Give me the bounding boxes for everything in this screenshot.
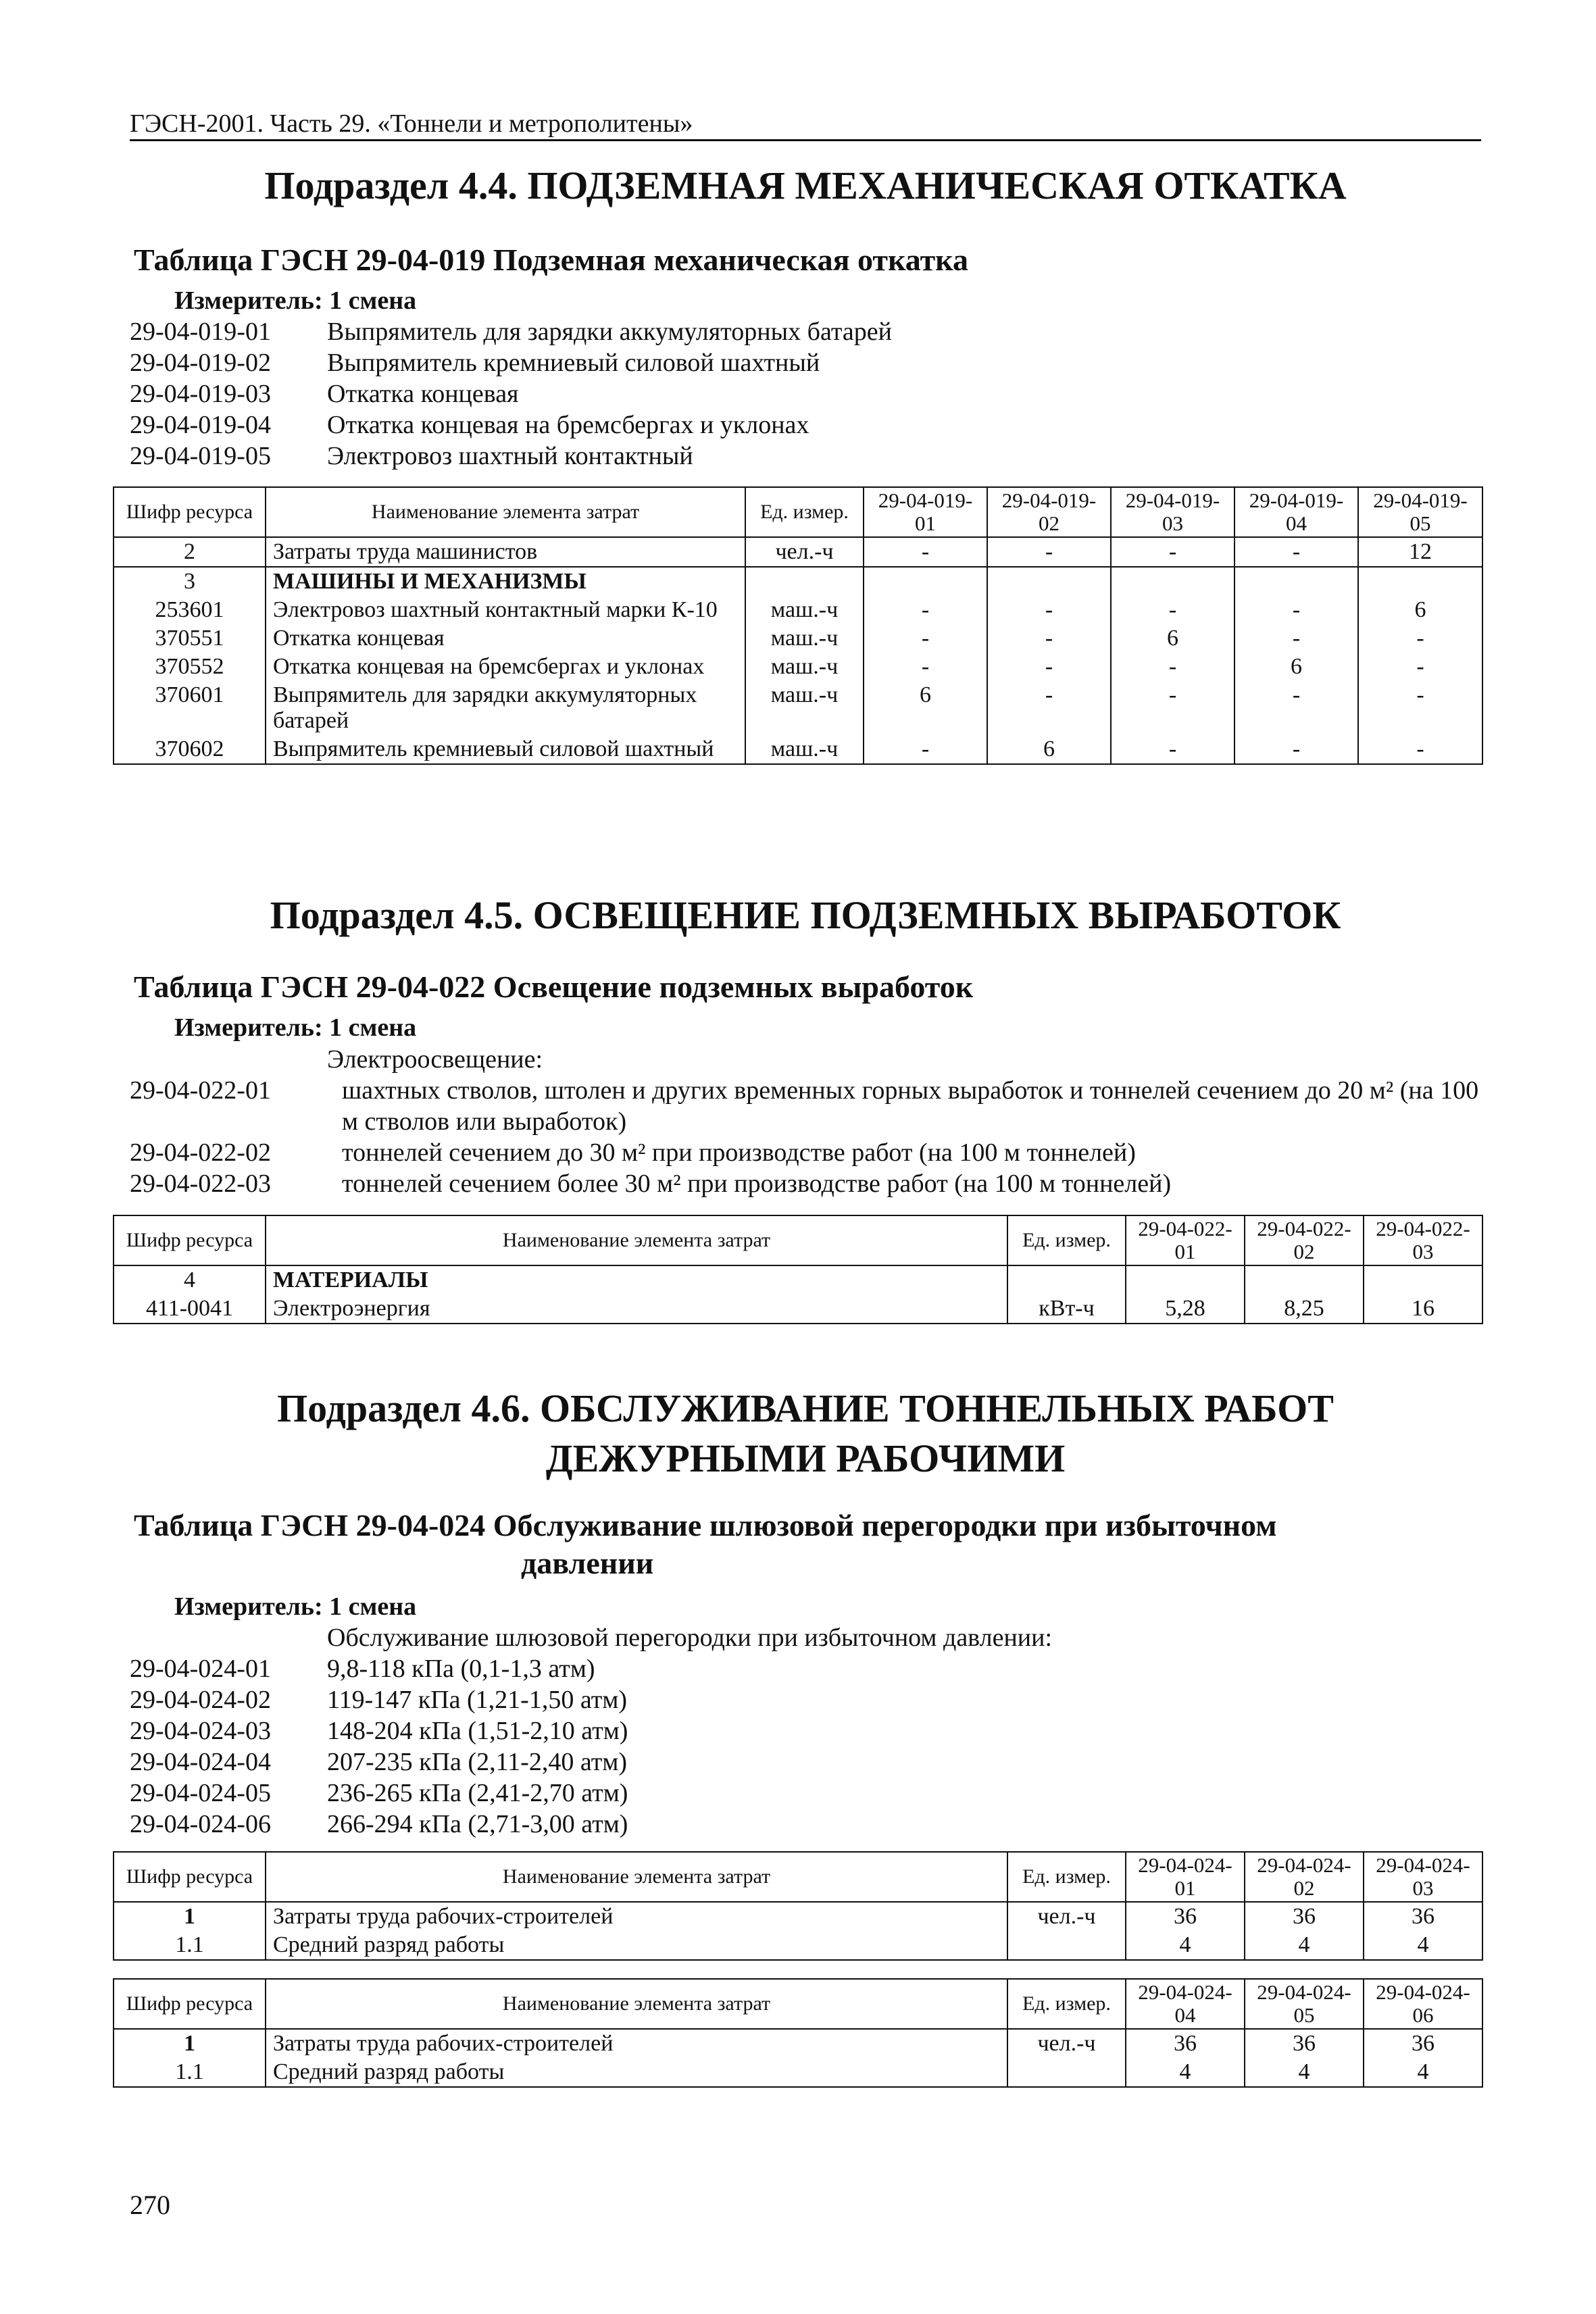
cell-value: 4 — [1364, 1931, 1482, 1960]
cell-name: Откатка концевая на бремсбергах и уклонах — [266, 653, 745, 681]
cell-value: 4 — [1126, 1931, 1245, 1960]
cell-value: - — [987, 596, 1111, 624]
table-header-row — [114, 1852, 1482, 1902]
cell-value — [1111, 567, 1235, 596]
cell-unit: чел.-ч — [745, 537, 864, 567]
col-header-code: Шифр ресурса — [114, 1215, 266, 1265]
norm-item — [130, 378, 1481, 409]
cell-name: Затраты труда рабочих-строителей — [266, 1902, 1007, 1931]
cell-value: 6 — [1235, 653, 1358, 681]
col-header-norm: 29-04-019-02 — [987, 487, 1111, 537]
table-row — [114, 567, 1482, 596]
cell-unit: маш.-ч — [745, 596, 864, 624]
norm-item — [130, 347, 1481, 378]
cell-code: 1 — [114, 1902, 266, 1931]
cell-value — [987, 567, 1111, 596]
cell-unit: маш.-ч — [745, 681, 864, 735]
meter-label: Измеритель: 1 смена — [174, 286, 417, 315]
cell-unit — [1007, 1265, 1126, 1294]
cell-unit: кВт-ч — [1007, 1294, 1126, 1324]
col-header-norm: 29-04-024-03 — [1364, 1852, 1482, 1902]
cell-value: - — [987, 624, 1111, 653]
section-title-4-4: Подраздел 4.4. ПОДЗЕМНАЯ МЕХАНИЧЕСКАЯ ОТКАТКА — [264, 164, 1347, 207]
col-header-name: Наименование элемента затрат — [266, 487, 745, 537]
cell-value: - — [987, 537, 1111, 567]
norm-item — [130, 1746, 1481, 1778]
cell-value: - — [1358, 735, 1482, 764]
col-header-code: Шифр ресурса — [114, 1852, 266, 1902]
cell-value: 6 — [864, 681, 987, 735]
cell-name: Откатка концевая — [266, 624, 745, 653]
norm-name: Откатка концевая — [327, 380, 519, 408]
header-rule — [130, 139, 1481, 141]
norm-item — [130, 1778, 1481, 1809]
resource-table-024-a — [113, 1851, 1483, 1961]
cell-value: 36 — [1126, 1902, 1245, 1931]
norm-name: тоннелей сечением до 30 м² при производстве работ (на 100 м тоннелей) — [342, 1138, 1136, 1167]
cell-code: 1.1 — [114, 1931, 266, 1960]
cell-code: 370601 — [114, 681, 266, 735]
cell-name: Средний разряд работы — [266, 2058, 1007, 2087]
cell-code: 370602 — [114, 735, 266, 764]
cell-value: - — [1235, 624, 1358, 653]
cell-value: - — [1111, 653, 1235, 681]
col-header-code: Шифр ресурса — [114, 1979, 266, 2029]
cell-code: 253601 — [114, 596, 266, 624]
table-header-row — [114, 1979, 1482, 2029]
cell-code: 4 — [114, 1265, 266, 1294]
col-header-unit: Ед. измер. — [1007, 1852, 1126, 1902]
norm-code: 29-04-024-04 — [130, 1748, 271, 1776]
norm-list-024 — [130, 1622, 1481, 1840]
col-header-name: Наименование элемента затрат — [266, 1852, 1007, 1902]
norm-name: шахтных стволов, штолен и других временных горных выработок и тоннелей сечением до 20 м² (на 100 м стволов или выработок) — [342, 1076, 1479, 1136]
col-header-norm: 29-04-019-04 — [1235, 487, 1358, 537]
table-row — [114, 537, 1482, 567]
section-title-4-5: Подраздел 4.5. ОСВЕЩЕНИЕ ПОДЗЕМНЫХ ВЫРАБОТОК — [270, 893, 1341, 937]
section-title-line: ДЕЖУРНЫМИ РАБОЧИМИ — [545, 1436, 1066, 1480]
cell-code: 411-0041 — [114, 1294, 266, 1324]
col-header-norm: 29-04-019-03 — [1111, 487, 1235, 537]
cell-value: - — [1235, 596, 1358, 624]
cell-value: - — [1358, 681, 1482, 735]
cell-value: 4 — [1126, 2058, 1245, 2087]
norm-code: 29-04-022-01 — [130, 1076, 271, 1105]
col-header-code: Шифр ресурса — [114, 487, 266, 537]
cell-value: 36 — [1245, 1902, 1364, 1931]
norm-name: тоннелей сечением более 30 м² при производстве работ (на 100 м тоннелей) — [342, 1169, 1172, 1198]
cell-code: 1.1 — [114, 2058, 266, 2087]
table-row — [114, 2058, 1482, 2087]
norm-item — [130, 1075, 1481, 1137]
cell-unit: маш.-ч — [745, 653, 864, 681]
table-row — [114, 1294, 1482, 1324]
cell-value: 5,28 — [1126, 1294, 1245, 1324]
col-header-norm: 29-04-022-03 — [1364, 1215, 1482, 1265]
cell-name: Затраты труда рабочих-строителей — [266, 2029, 1007, 2058]
meter-label: Измеритель: 1 смена — [174, 1592, 417, 1621]
col-header-unit: Ед. измер. — [1007, 1979, 1126, 2029]
col-header-unit: Ед. измер. — [1007, 1215, 1126, 1265]
norm-code: 29-04-024-02 — [130, 1686, 271, 1714]
cell-value: 6 — [1111, 624, 1235, 653]
col-header-name: Наименование элемента затрат — [266, 1215, 1007, 1265]
cell-code: 2 — [114, 537, 266, 567]
norm-code: 29-04-022-02 — [130, 1138, 271, 1167]
col-header-norm: 29-04-024-02 — [1245, 1852, 1364, 1902]
norm-code: 29-04-019-04 — [130, 411, 271, 439]
table-row — [114, 653, 1482, 681]
norm-item — [130, 316, 1481, 347]
col-header-norm: 29-04-019-01 — [864, 487, 987, 537]
norm-name: Откатка концевая на бремсбергах и уклонах — [327, 411, 809, 439]
cell-value: - — [864, 735, 987, 764]
cell-value: 36 — [1126, 2029, 1245, 2058]
norm-code: 29-04-024-06 — [130, 1810, 271, 1838]
cell-value: 4 — [1364, 2058, 1482, 2087]
norm-item — [130, 409, 1481, 441]
cell-name: МАШИНЫ И МЕХАНИЗМЫ — [266, 567, 745, 596]
cell-value: - — [864, 653, 987, 681]
cell-value: - — [1111, 537, 1235, 567]
cell-value: - — [864, 624, 987, 653]
norm-code: 29-04-019-03 — [130, 380, 271, 408]
resource-table-022 — [113, 1215, 1483, 1324]
norm-item — [130, 441, 1481, 472]
norm-name: 119-147 кПа (1,21-1,50 атм) — [327, 1686, 628, 1714]
table-row — [114, 624, 1482, 653]
norm-name: Электровоз шахтный контактный — [327, 442, 693, 470]
norm-item — [130, 1653, 1481, 1684]
table-row — [114, 735, 1482, 764]
cell-value: - — [1235, 681, 1358, 735]
norm-name: 236-265 кПа (2,41-2,70 атм) — [327, 1779, 628, 1807]
running-header: ГЭСН-2001. Часть 29. «Тоннели и метрополитены» — [130, 109, 693, 138]
norm-intro: Обслуживание шлюзовой перегородки при избыточном давлении: — [327, 1624, 1053, 1652]
cell-code: 3 — [114, 567, 266, 596]
cell-value: 16 — [1364, 1294, 1482, 1324]
table-header-row — [114, 487, 1482, 537]
norm-code: 29-04-024-05 — [130, 1779, 271, 1807]
cell-unit: маш.-ч — [745, 735, 864, 764]
cell-code: 370551 — [114, 624, 266, 653]
cell-value: - — [987, 681, 1111, 735]
norm-code: 29-04-024-03 — [130, 1717, 271, 1745]
cell-name: Средний разряд работы — [266, 1931, 1007, 1960]
cell-value — [1126, 1265, 1245, 1294]
cell-name: Электроэнергия — [266, 1294, 1007, 1324]
cell-name: Затраты труда машинистов — [266, 537, 745, 567]
cell-value: 12 — [1358, 537, 1482, 567]
cell-value — [1364, 1265, 1482, 1294]
table-row — [114, 681, 1482, 735]
page-number: 270 — [130, 2190, 170, 2220]
norm-code: 29-04-022-03 — [130, 1169, 271, 1198]
cell-value — [1358, 567, 1482, 596]
col-header-norm: 29-04-024-05 — [1245, 1979, 1364, 2029]
cell-value: 4 — [1245, 2058, 1364, 2087]
norm-name: Выпрямитель для зарядки аккумуляторных батарей — [327, 318, 892, 346]
cell-name: МАТЕРИАЛЫ — [266, 1265, 1007, 1294]
cell-name: Электровоз шахтный контактный марки К-10 — [266, 596, 745, 624]
table-row — [114, 1265, 1482, 1294]
table-row — [114, 1902, 1482, 1931]
cell-value — [864, 567, 987, 596]
section-title-4-6 — [130, 1384, 1481, 1484]
cell-value: - — [1111, 681, 1235, 735]
cell-unit — [1007, 2058, 1126, 2087]
norm-name: Выпрямитель кремниевый силовой шахтный — [327, 349, 820, 377]
meter-label: Измеритель: 1 смена — [174, 1013, 417, 1042]
cell-code: 1 — [114, 2029, 266, 2058]
norm-item — [130, 1715, 1481, 1746]
col-header-norm: 29-04-024-04 — [1126, 1979, 1245, 2029]
col-header-norm: 29-04-022-02 — [1245, 1215, 1364, 1265]
table-row — [114, 1931, 1482, 1960]
norm-code: 29-04-024-01 — [130, 1655, 271, 1683]
col-header-name: Наименование элемента затрат — [266, 1979, 1007, 2029]
col-header-unit: Ед. измер. — [745, 487, 864, 537]
norm-name: 207-235 кПа (2,11-2,40 атм) — [327, 1748, 628, 1776]
cell-unit: маш.-ч — [745, 624, 864, 653]
table-title-29-04-024 — [134, 1507, 1472, 1582]
cell-value: - — [864, 537, 987, 567]
norm-list-019 — [130, 316, 1481, 472]
cell-code: 370552 — [114, 653, 266, 681]
cell-name: Выпрямитель кремниевый силовой шахтный — [266, 735, 745, 764]
table-row — [114, 596, 1482, 624]
cell-value — [1245, 1265, 1364, 1294]
col-header-norm: 29-04-024-06 — [1364, 1979, 1482, 2029]
norm-item — [130, 1684, 1481, 1715]
cell-value — [1235, 567, 1358, 596]
cell-value: - — [1111, 596, 1235, 624]
table-title-line: Таблица ГЭСН 29-04-024 Обслуживание шлюзовой перегородки при избыточном — [134, 1508, 1277, 1542]
cell-unit: чел.-ч — [1007, 1902, 1126, 1931]
cell-value: 8,25 — [1245, 1294, 1364, 1324]
norm-name: 266-294 кПа (2,71-3,00 атм) — [327, 1810, 628, 1838]
cell-value: 36 — [1364, 1902, 1482, 1931]
norm-intro: Электроосвещение: — [327, 1045, 543, 1074]
cell-value: - — [1235, 735, 1358, 764]
table-header-row — [114, 1215, 1482, 1265]
norm-item — [130, 1137, 1481, 1168]
norm-name: 9,8-118 кПа (0,1-1,3 атм) — [327, 1655, 595, 1683]
cell-value: - — [1358, 624, 1482, 653]
cell-value: 36 — [1245, 2029, 1364, 2058]
cell-name: Выпрямитель для зарядки аккумуляторных батарей — [266, 681, 745, 735]
table-title-29-04-019: Таблица ГЭСН 29-04-019 Подземная механическая откатка — [134, 243, 968, 277]
cell-unit: чел.-ч — [1007, 2029, 1126, 2058]
cell-unit — [1007, 1931, 1126, 1960]
section-title-line: Подраздел 4.6. ОБСЛУЖИВАНИЕ ТОННЕЛЬНЫХ РАБОТ — [277, 1386, 1334, 1430]
col-header-norm: 29-04-019-05 — [1358, 487, 1482, 537]
cell-value: - — [1358, 653, 1482, 681]
norm-list-022 — [130, 1044, 1481, 1199]
cell-value: 6 — [987, 735, 1111, 764]
table-title-line: давлении — [521, 1546, 654, 1580]
norm-item — [130, 1168, 1481, 1199]
norm-code: 29-04-019-02 — [130, 349, 271, 377]
norm-name: 148-204 кПа (1,51-2,10 атм) — [327, 1717, 628, 1745]
cell-unit — [745, 567, 864, 596]
col-header-norm: 29-04-022-01 — [1126, 1215, 1245, 1265]
resource-table-019 — [113, 486, 1483, 765]
cell-value: 6 — [1358, 596, 1482, 624]
resource-table-024-b — [113, 1978, 1483, 2088]
cell-value: - — [987, 653, 1111, 681]
norm-item — [130, 1809, 1481, 1840]
table-title-29-04-022: Таблица ГЭСН 29-04-022 Освещение подземных выработок — [134, 970, 974, 1004]
cell-value: - — [1235, 537, 1358, 567]
cell-value: 36 — [1364, 2029, 1482, 2058]
cell-value: - — [1111, 735, 1235, 764]
cell-value: 4 — [1245, 1931, 1364, 1960]
norm-code: 29-04-019-01 — [130, 318, 271, 346]
col-header-norm: 29-04-024-01 — [1126, 1852, 1245, 1902]
norm-code: 29-04-019-05 — [130, 442, 271, 470]
table-row — [114, 2029, 1482, 2058]
cell-value: - — [864, 596, 987, 624]
